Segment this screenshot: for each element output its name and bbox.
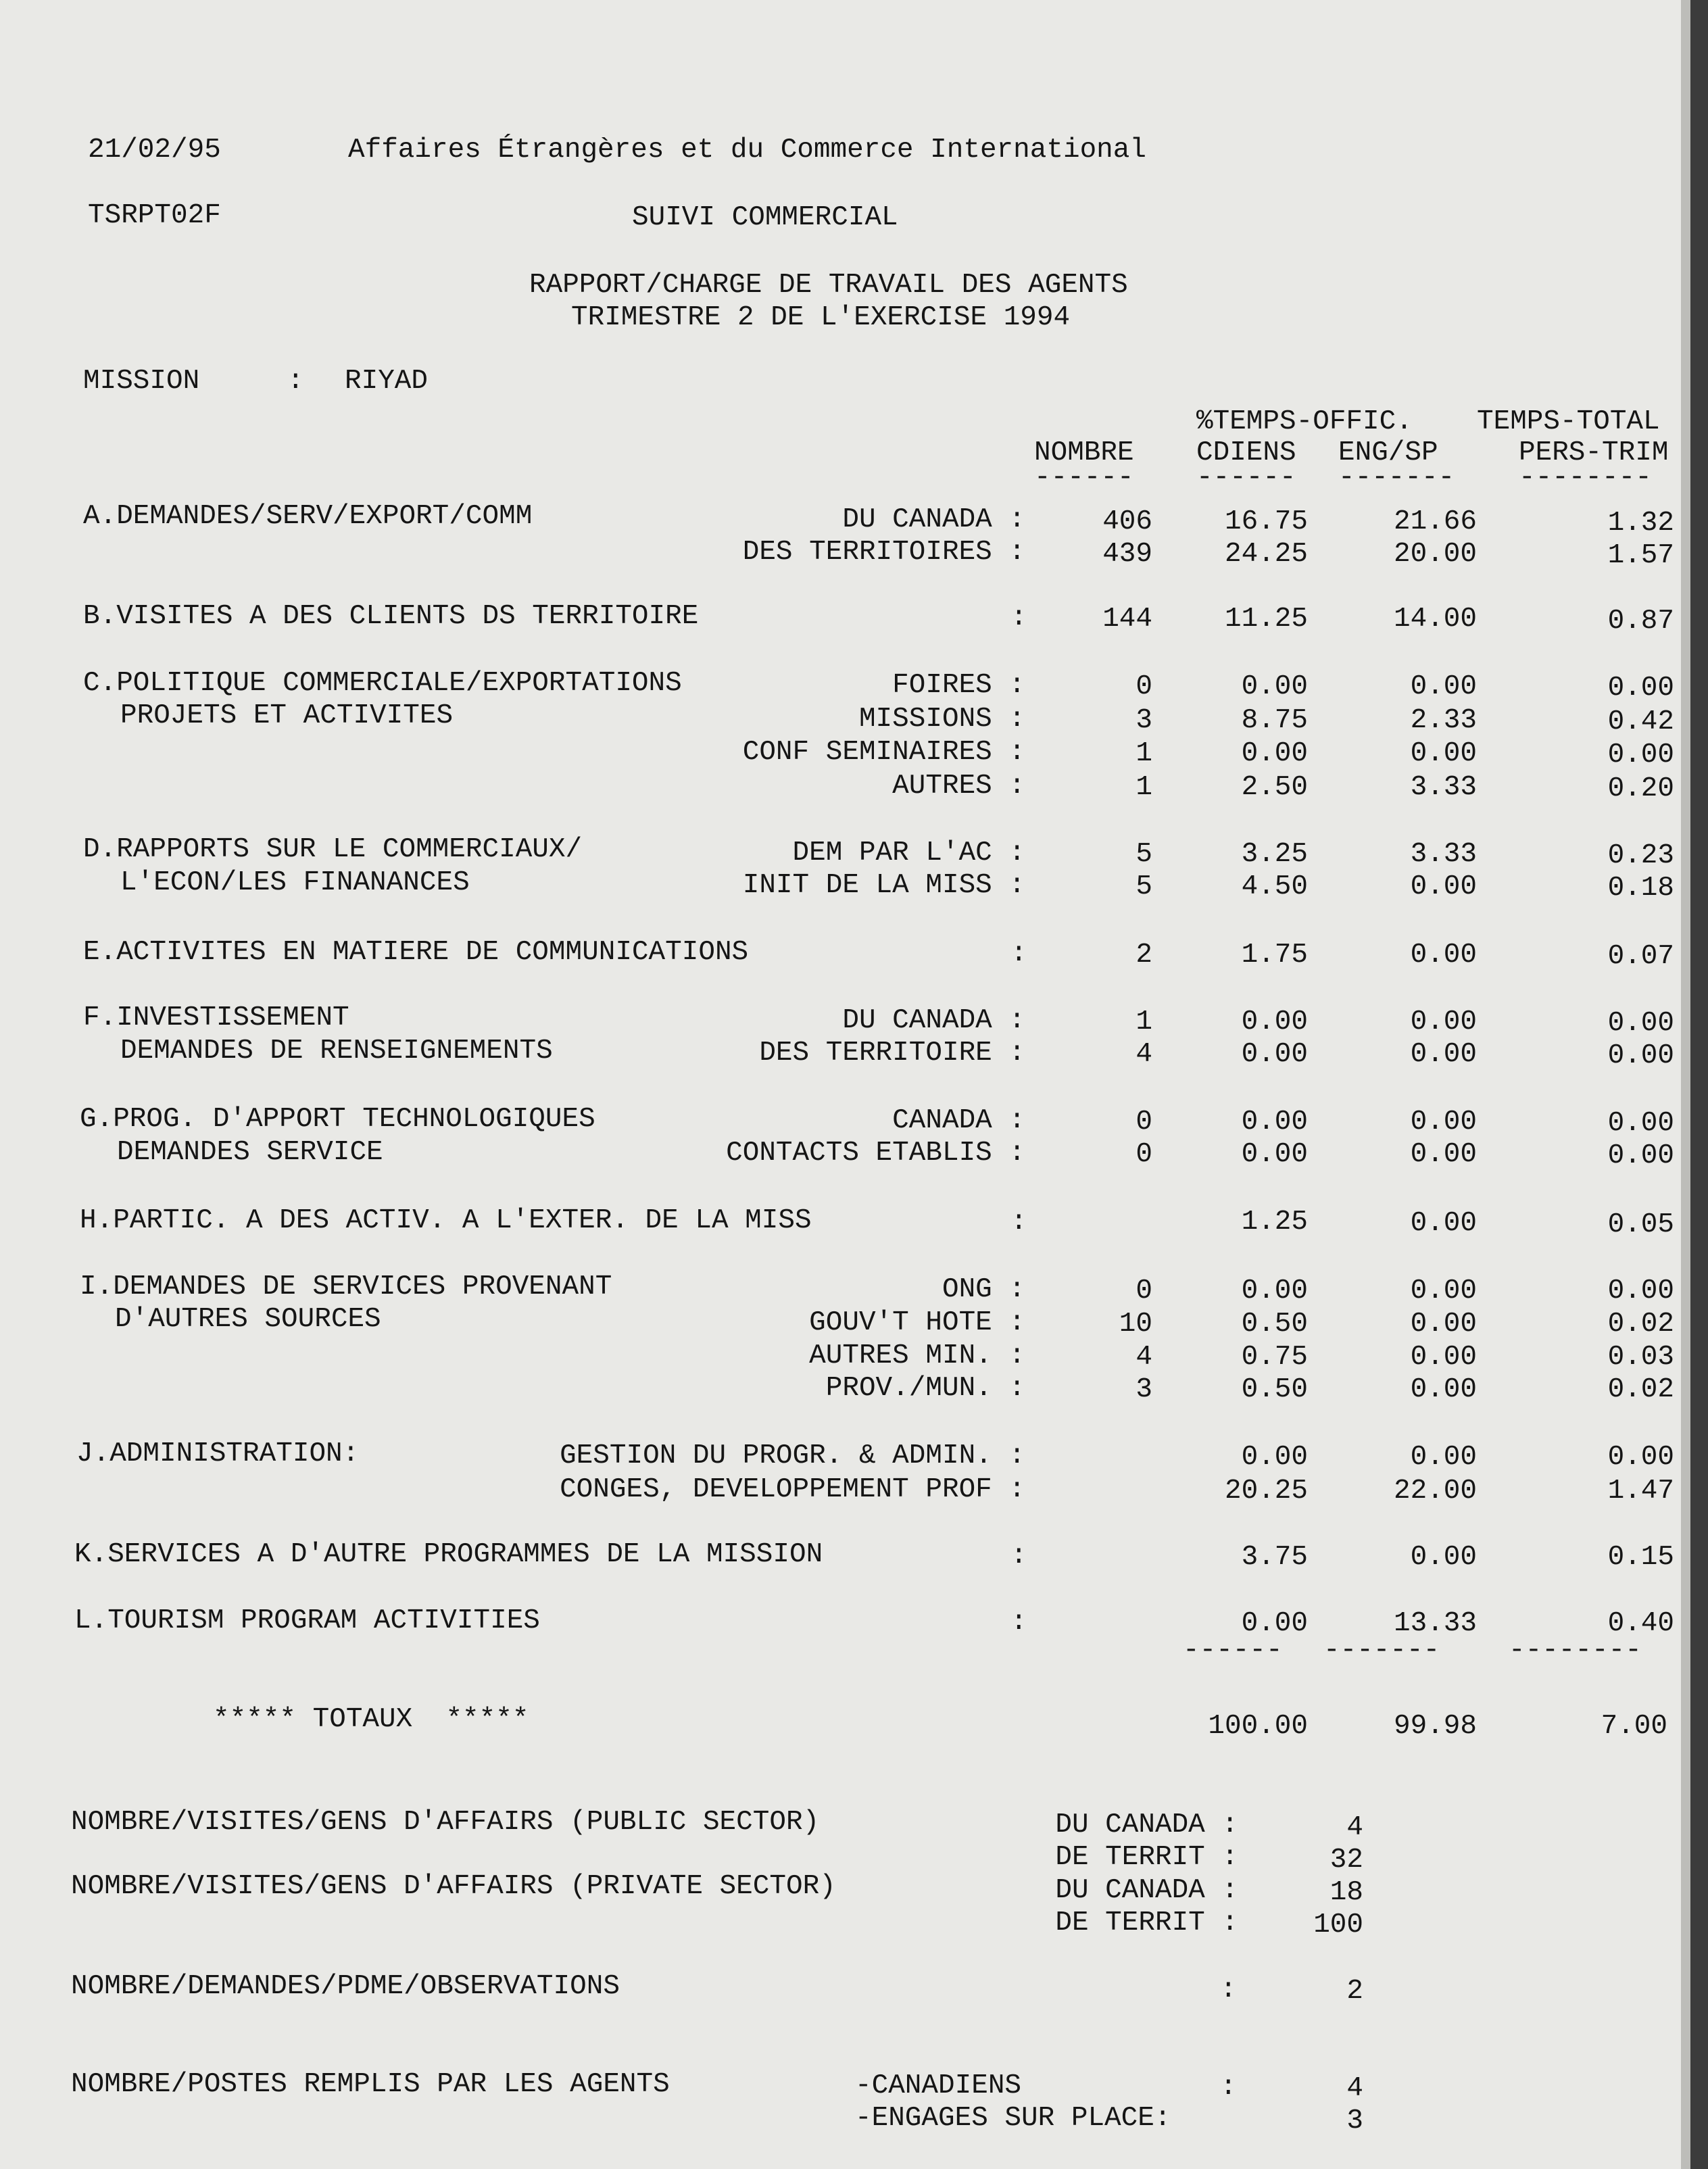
section-i-cdiens-2: 0.50	[1241, 1309, 1308, 1340]
section-e-colon: :	[1010, 938, 1027, 969]
section-g-sub-2: CONTACTS ETABLIS :	[726, 1138, 1025, 1169]
section-c-cdiens-3: 0.00	[1241, 738, 1308, 769]
section-c-total-3: 0.00	[1607, 739, 1674, 771]
pdme-value: 2	[1346, 1976, 1363, 2007]
mission-colon: :	[287, 366, 304, 397]
section-b-colon: :	[1010, 602, 1027, 633]
section-d-nombre-2: 5	[1136, 871, 1152, 902]
section-e-engsp: 0.00	[1410, 940, 1477, 971]
mission-label: MISSION	[83, 366, 200, 397]
section-c-total-2: 0.42	[1607, 706, 1674, 737]
section-i-label-2: D'AUTRES SOURCES	[115, 1304, 381, 1335]
section-f-nombre-2: 4	[1136, 1039, 1152, 1070]
public-sector-sub-2: DE TERRIT :	[1055, 1842, 1238, 1873]
report-period: TRIMESTRE 2 DE L'EXERCISE 1994	[571, 302, 1071, 333]
section-d-total-2: 0.18	[1607, 873, 1674, 904]
section-e-total: 0.07	[1607, 941, 1674, 972]
section-b-engsp: 14.00	[1393, 604, 1477, 635]
postes-sub-1: -CANADIENS	[855, 2070, 1022, 2101]
totals-engsp: 99.98	[1393, 1711, 1477, 1742]
section-f-label: F.INVESTISSEMENT	[83, 1002, 349, 1033]
postes-value-1: 4	[1346, 2073, 1363, 2104]
section-i-label: I.DEMANDES DE SERVICES PROVENANT	[80, 1271, 612, 1302]
col-header-cdiens: CDIENS	[1196, 437, 1296, 468]
department-name: Affaires Étrangères et du Commerce International	[348, 135, 1146, 166]
section-c-cdiens-4: 2.50	[1241, 772, 1308, 803]
section-i-sub-2: GOUV'T HOTE :	[809, 1307, 1025, 1338]
section-a-label: A.DEMANDES/SERV/EXPORT/COMM	[83, 501, 533, 532]
section-d-cdiens-2: 4.50	[1241, 871, 1308, 902]
private-sector-sub-1: DU CANADA :	[1055, 1875, 1238, 1906]
section-c-cdiens-1: 0.00	[1241, 671, 1308, 702]
section-c-engsp-1: 0.00	[1410, 671, 1477, 702]
postes-sub-2: -ENGAGES SUR PLACE:	[855, 2103, 1171, 2134]
section-i-engsp-4: 0.00	[1410, 1374, 1477, 1405]
section-e-label: E.ACTIVITES EN MATIERE DE COMMUNICATIONS	[83, 937, 749, 968]
section-c-engsp-3: 0.00	[1410, 738, 1477, 769]
section-a-cdiens-1: 16.75	[1224, 506, 1308, 537]
section-h-colon: :	[1010, 1207, 1027, 1238]
section-i-nombre-4: 3	[1136, 1374, 1152, 1405]
section-j-cdiens-1: 0.00	[1241, 1442, 1308, 1473]
section-d-engsp-1: 3.33	[1410, 839, 1477, 870]
section-j-engsp-1: 0.00	[1410, 1442, 1477, 1473]
section-g-cdiens-2: 0.00	[1241, 1139, 1308, 1170]
section-f-engsp-2: 0.00	[1410, 1039, 1477, 1070]
section-l-colon: :	[1010, 1607, 1027, 1638]
section-l-engsp: 13.33	[1393, 1608, 1477, 1639]
section-g-label: G.PROG. D'APPORT TECHNOLOGIQUES	[80, 1104, 595, 1135]
section-k-cdiens: 3.75	[1241, 1542, 1308, 1573]
section-j-cdiens-2: 20.25	[1224, 1476, 1308, 1507]
section-f-label-2: DEMANDES DE RENSEIGNEMENTS	[120, 1035, 553, 1067]
section-i-total-2: 0.02	[1607, 1309, 1674, 1340]
public-sector-value-1: 4	[1346, 1812, 1363, 1843]
col-header-temps-total: TEMPS-TOTAL	[1477, 406, 1660, 437]
col-rule-nombre: ------	[1034, 462, 1134, 493]
section-d-sub-2: INIT DE LA MISS :	[742, 870, 1025, 901]
section-d-nombre-1: 5	[1136, 839, 1152, 870]
section-c-sub-3: CONF SEMINAIRES :	[742, 737, 1025, 768]
scan-edge-shadow	[1681, 0, 1690, 2169]
section-a-cdiens-2: 24.25	[1224, 539, 1308, 570]
section-g-engsp-2: 0.00	[1410, 1139, 1477, 1170]
section-i-total-1: 0.00	[1607, 1275, 1674, 1307]
section-a-sub-1: DU CANADA :	[842, 504, 1025, 535]
section-g-total-2: 0.00	[1607, 1140, 1674, 1171]
scan-edge	[1690, 0, 1708, 2169]
pdme-label: NOMBRE/DEMANDES/PDME/OBSERVATIONS	[71, 1971, 620, 2002]
section-i-cdiens-1: 0.00	[1241, 1275, 1308, 1307]
section-l-cdiens: 0.00	[1241, 1608, 1308, 1639]
section-i-total-4: 0.02	[1607, 1374, 1674, 1405]
section-d-total-1: 0.23	[1607, 840, 1674, 871]
section-a-nombre-2: 439	[1102, 539, 1152, 570]
report-code: TSRPT02F	[88, 200, 221, 231]
totals-rule-total: --------	[1509, 1635, 1642, 1666]
mission-value: RIYAD	[345, 366, 429, 397]
section-d-cdiens-1: 3.25	[1241, 839, 1308, 870]
section-i-nombre-3: 4	[1136, 1342, 1152, 1373]
section-g-cdiens-1: 0.00	[1241, 1106, 1308, 1138]
public-sector-sub-1: DU CANADA :	[1055, 1809, 1238, 1841]
section-c-engsp-2: 2.33	[1410, 705, 1477, 736]
section-i-sub-1: ONG :	[942, 1274, 1025, 1305]
section-b-total: 0.87	[1607, 606, 1674, 637]
section-j-total-2: 1.47	[1607, 1476, 1674, 1507]
section-c-sub-4: AUTRES :	[892, 771, 1025, 802]
section-g-nombre-1: 0	[1136, 1106, 1152, 1138]
section-i-engsp-1: 0.00	[1410, 1275, 1477, 1307]
section-a-engsp-2: 20.00	[1393, 539, 1477, 570]
section-b-label: B.VISITES A DES CLIENTS DS TERRITOIRE	[83, 601, 699, 632]
section-l-label: L.TOURISM PROGRAM ACTIVITIES	[74, 1605, 540, 1636]
section-a-nombre-1: 406	[1102, 506, 1152, 537]
section-f-sub-1: DU CANADA :	[842, 1005, 1025, 1036]
col-header-temps-offic: %TEMPS-OFFIC.	[1196, 406, 1413, 437]
section-g-sub-1: CANADA :	[892, 1105, 1025, 1136]
section-a-sub-2: DES TERRITOIRES :	[742, 537, 1025, 568]
section-c-nombre-1: 0	[1136, 671, 1152, 702]
section-k-label: K.SERVICES A D'AUTRE PROGRAMMES DE LA MISSION	[74, 1539, 823, 1570]
section-c-total-1: 0.00	[1607, 673, 1674, 704]
private-sector-value-1: 18	[1329, 1877, 1363, 1908]
section-f-total-2: 0.00	[1607, 1040, 1674, 1071]
section-g-engsp-1: 0.00	[1410, 1106, 1477, 1138]
col-rule-engsp: -------	[1338, 462, 1455, 493]
section-f-cdiens-1: 0.00	[1241, 1006, 1308, 1038]
section-i-cdiens-3: 0.75	[1241, 1342, 1308, 1373]
section-c-sub-1: FOIRES :	[892, 670, 1025, 701]
section-k-colon: :	[1010, 1540, 1027, 1571]
section-h-cdiens: 1.25	[1241, 1207, 1308, 1238]
section-b-cdiens: 11.25	[1224, 604, 1308, 635]
section-l-total: 0.40	[1607, 1608, 1674, 1639]
section-c-cdiens-2: 8.75	[1241, 705, 1308, 736]
totals-cdiens: 100.00	[1208, 1711, 1308, 1742]
private-sector-value-2: 100	[1313, 1909, 1363, 1941]
section-h-label: H.PARTIC. A DES ACTIV. A L'EXTER. DE LA MISS	[80, 1205, 812, 1236]
totals-rule-engsp: -------	[1323, 1635, 1440, 1666]
section-c-nombre-4: 1	[1136, 772, 1152, 803]
system-name: SUIVI COMMERCIAL	[632, 202, 898, 233]
section-e-cdiens: 1.75	[1241, 940, 1308, 971]
section-c-sub-2: MISSIONS :	[858, 704, 1025, 735]
section-g-total-1: 0.00	[1607, 1108, 1674, 1139]
totals-total: 7.00	[1601, 1711, 1667, 1742]
totals-rule-cdiens: ------	[1183, 1635, 1283, 1666]
section-f-sub-2: DES TERRITOIRE :	[759, 1038, 1025, 1069]
private-sector-label: NOMBRE/VISITES/GENS D'AFFAIRS (PRIVATE SECTOR)	[71, 1871, 836, 1902]
postes-value-2: 3	[1346, 2105, 1363, 2137]
col-rule-total: --------	[1519, 462, 1652, 493]
section-c-label: C.POLITIQUE COMMERCIALE/EXPORTATIONS	[83, 668, 682, 699]
section-i-cdiens-4: 0.50	[1241, 1374, 1308, 1405]
private-sector-sub-2: DE TERRIT :	[1055, 1907, 1238, 1939]
section-e-nombre: 2	[1136, 940, 1152, 971]
col-rule-cdiens: ------	[1196, 462, 1296, 493]
report-date: 21/02/95	[88, 135, 221, 166]
section-d-engsp-2: 0.00	[1410, 871, 1477, 902]
section-g-label-2: DEMANDES SERVICE	[117, 1137, 383, 1168]
section-i-nombre-2: 10	[1119, 1309, 1152, 1340]
section-h-total: 0.05	[1607, 1209, 1674, 1240]
report-title: RAPPORT/CHARGE DE TRAVAIL DES AGENTS	[529, 270, 1128, 301]
section-c-total-4: 0.20	[1607, 773, 1674, 804]
pdme-colon: :	[1220, 1974, 1237, 2005]
postes-colon-1: :	[1220, 2072, 1237, 2103]
totals-label: ***** TOTAUX *****	[213, 1704, 529, 1735]
section-a-engsp-1: 21.66	[1393, 506, 1477, 537]
section-a-total-2: 1.57	[1607, 540, 1674, 571]
section-c-nombre-3: 1	[1136, 738, 1152, 769]
section-k-total: 0.15	[1607, 1542, 1674, 1573]
section-h-engsp: 0.00	[1410, 1208, 1477, 1239]
section-d-sub-1: DEM PAR L'AC :	[792, 837, 1025, 869]
section-i-engsp-2: 0.00	[1410, 1309, 1477, 1340]
postes-label: NOMBRE/POSTES REMPLIS PAR LES AGENTS	[71, 2069, 670, 2100]
col-header-pers-trim: PERS-TRIM	[1519, 437, 1669, 468]
section-c-nombre-2: 3	[1136, 705, 1152, 736]
section-f-cdiens-2: 0.00	[1241, 1039, 1308, 1070]
public-sector-value-2: 32	[1329, 1845, 1363, 1876]
section-j-total-1: 0.00	[1607, 1442, 1674, 1473]
section-j-sub-2: CONGES, DEVELOPPEMENT PROF :	[560, 1474, 1025, 1505]
section-f-total-1: 0.00	[1607, 1008, 1674, 1039]
section-j-engsp-2: 22.00	[1393, 1476, 1477, 1507]
section-i-sub-4: PROV./MUN. :	[825, 1373, 1025, 1404]
section-f-nombre-1: 1	[1136, 1006, 1152, 1038]
col-header-eng-sp: ENG/SP	[1338, 437, 1438, 468]
section-d-label: D.RAPPORTS SUR LE COMMERCIAUX/	[83, 834, 583, 865]
section-b-nombre: 144	[1102, 604, 1152, 635]
section-g-nombre-2: 0	[1136, 1139, 1152, 1170]
section-c-engsp-4: 3.33	[1410, 772, 1477, 803]
section-f-engsp-1: 0.00	[1410, 1006, 1477, 1038]
section-c-label-2: PROJETS ET ACTIVITES	[120, 700, 454, 731]
section-i-total-3: 0.03	[1607, 1342, 1674, 1373]
section-i-nombre-1: 0	[1136, 1275, 1152, 1307]
section-i-engsp-3: 0.00	[1410, 1342, 1477, 1373]
section-k-engsp: 0.00	[1410, 1542, 1477, 1573]
section-i-sub-3: AUTRES MIN. :	[809, 1340, 1025, 1371]
section-d-label-2: L'ECON/LES FINANANCES	[120, 867, 470, 898]
section-j-sub-1: GESTION DU PROGR. & ADMIN. :	[560, 1440, 1025, 1471]
col-header-nombre: NOMBRE	[1034, 437, 1134, 468]
section-j-label: J.ADMINISTRATION:	[76, 1438, 360, 1469]
section-a-total-1: 1.32	[1607, 508, 1674, 539]
public-sector-label: NOMBRE/VISITES/GENS D'AFFAIRS (PUBLIC SECTOR)	[71, 1807, 820, 1838]
